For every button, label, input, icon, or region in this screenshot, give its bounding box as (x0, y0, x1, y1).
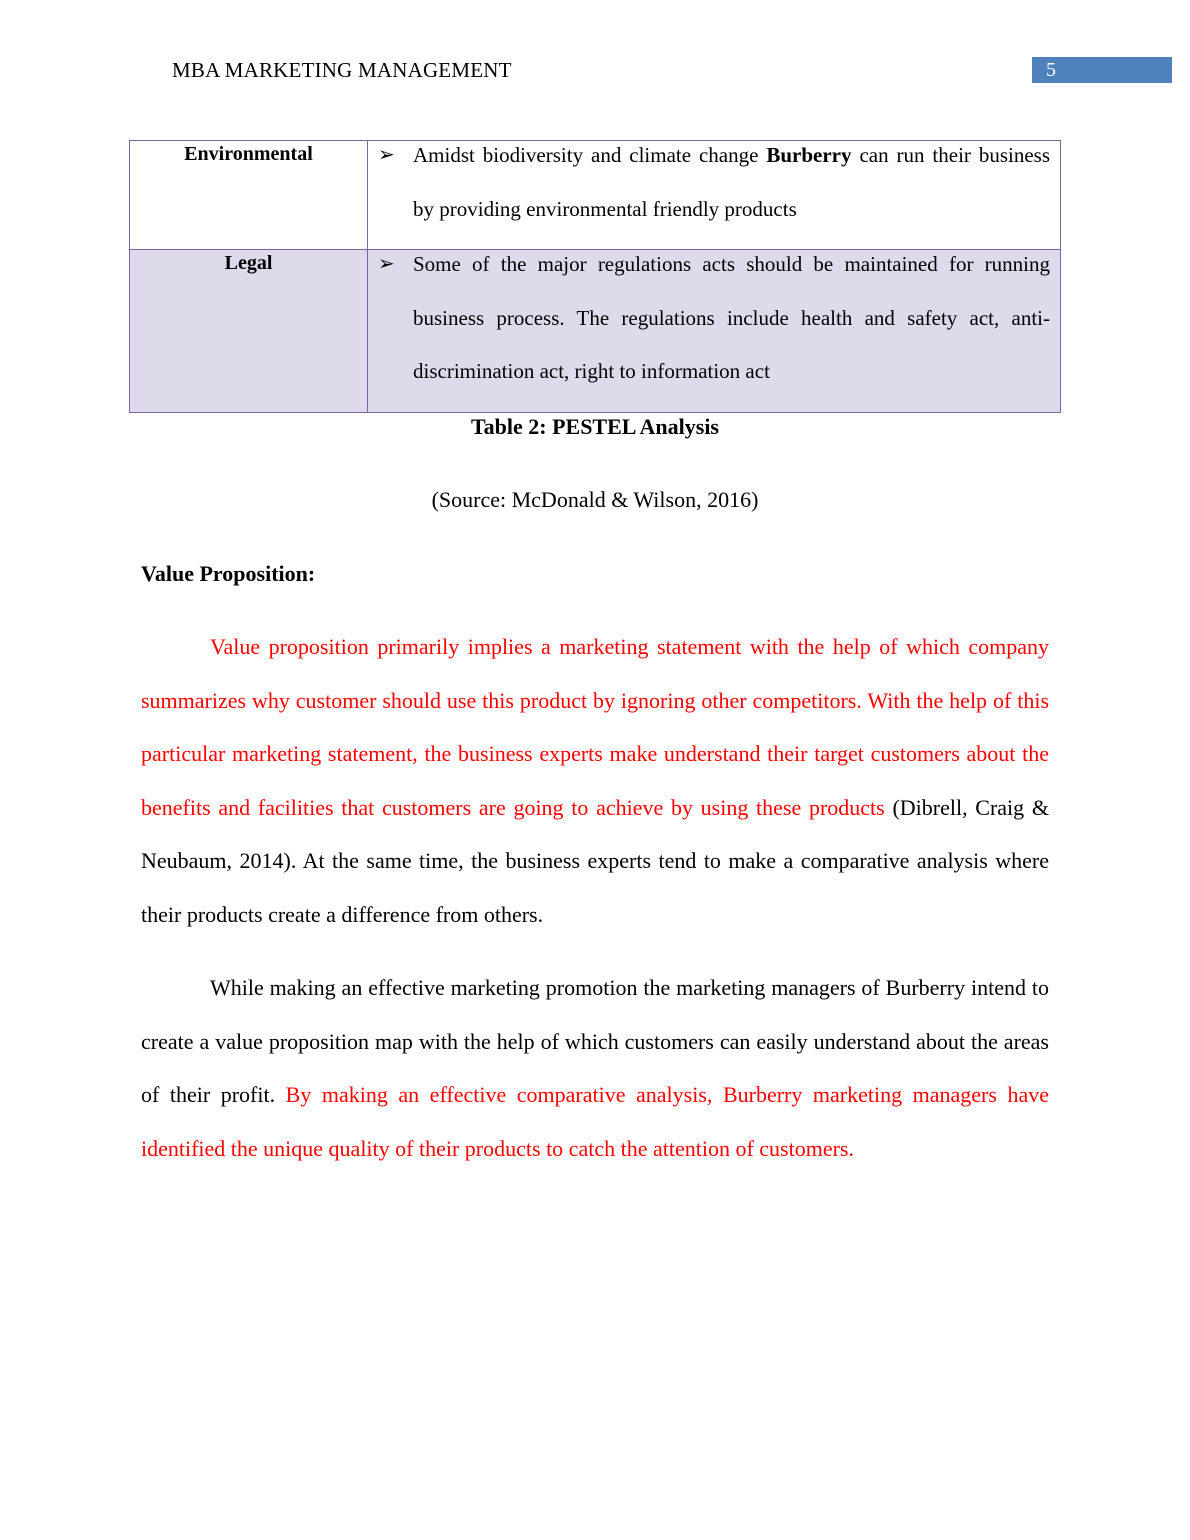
body-text: (Dibrell, Craig & Neubaum, 2014). At the same time, the business experts tend to make a comparative analysis where their products create a difference from others. (141, 794, 1049, 927)
factor-cell: Environmental (130, 141, 368, 250)
description-text: Amidst biodiversity and climate change Burberry can run their business by providing environmental friendly products (413, 143, 1050, 221)
table-caption: Table 2: PESTEL Analysis (470, 414, 719, 439)
highlighted-text: Value proposition primarily implies a marketing statement with the help of which company summarizes why customer should use this product by ignoring other competitors. With the help of this particular marketing statement, the business experts make understand their target customers about the benefits and facilities that customers are going to achieve by using these products (141, 634, 1049, 820)
page-number: 5 (1046, 59, 1056, 81)
table-row (130, 141, 1061, 250)
body-text: While making an effective marketing promotion the marketing managers of Burberry intend to create a value proposition map with the help of which customers can easily understand about the areas of their profit. (141, 975, 1049, 1108)
factor-cell: Legal (130, 250, 368, 413)
paragraph (141, 961, 1049, 1175)
page-number-badge (1032, 57, 1172, 83)
arrow-bullet-icon: ➢ (378, 144, 395, 166)
paragraph (141, 620, 1049, 942)
table-row (130, 250, 1061, 413)
description-cell (368, 250, 1061, 413)
table-source: (Source: McDonald & Wilson, 2016) (431, 487, 759, 512)
section-heading: Value Proposition: (141, 561, 316, 586)
arrow-bullet-icon: ➢ (378, 253, 395, 275)
description-cell (368, 141, 1061, 250)
pestel-table (129, 140, 1061, 413)
highlighted-text: By making an effective comparative analysis, Burberry marketing managers have identified the unique quality of their products to catch the attention of customers. (141, 1082, 1049, 1161)
description-text: Some of the major regulations acts should be maintained for running business process. The regulations include health and safety act, anti-discrimination act, right to information act (413, 252, 1050, 383)
running-header-title: MBA MARKETING MANAGEMENT (172, 58, 512, 82)
